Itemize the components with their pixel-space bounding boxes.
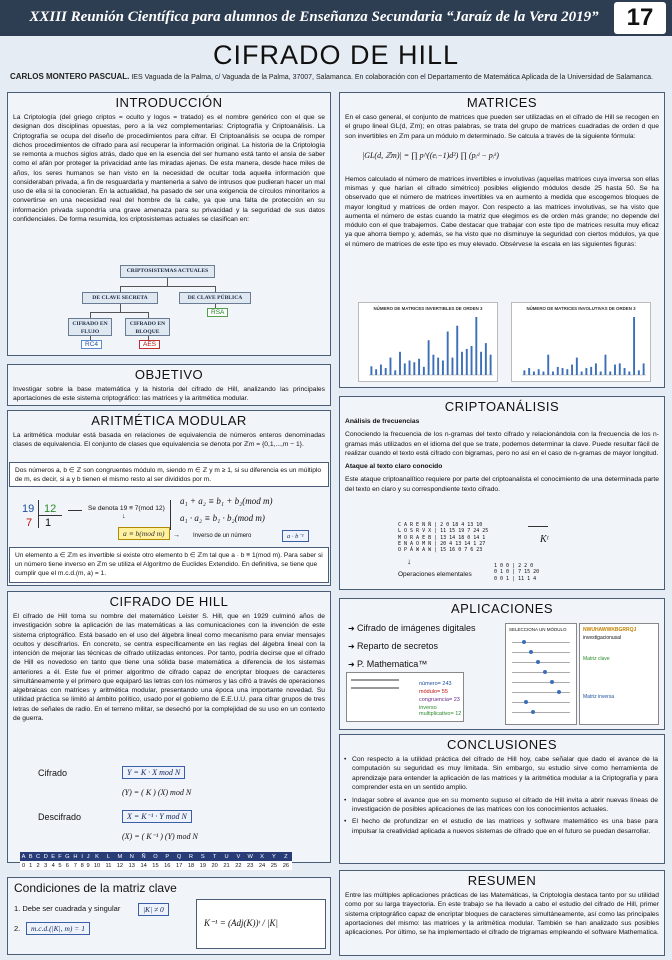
alphabet-letter: N <box>126 852 138 861</box>
alphabet-letter: Y <box>268 852 280 861</box>
chart-invertible-bar <box>409 361 411 376</box>
shot3-key-label: Matriz clave <box>583 656 610 662</box>
chart-invertible-bar <box>418 359 420 375</box>
slider-track <box>512 702 570 703</box>
slider-track <box>512 692 570 693</box>
alphabet-letter: M <box>114 852 126 861</box>
chart-invertible-bar <box>399 352 401 375</box>
chart-invertible-bar <box>442 361 444 376</box>
condition-2: 2. <box>14 924 21 933</box>
slider-track <box>512 652 570 653</box>
alphabet-number: 2 <box>34 861 42 870</box>
example-a: 19 <box>22 503 35 515</box>
alphabet-letter: Ñ <box>138 852 150 861</box>
alphabet-number: 18 <box>185 861 197 870</box>
inverse-box: a · b⁻¹ <box>282 530 309 542</box>
example-b: 12 <box>44 503 57 515</box>
poster-number: 17 <box>614 2 666 34</box>
kt-label: Kᵗ <box>540 534 549 545</box>
affiliation: IES Vaguada de la Palma, c/ Vaguada de la Palma, 37007, Salamanca. En colaboración con el Departamento de Matemática Aplicada de la Universidad de Salamanca. <box>129 74 653 81</box>
alphabet-number: 10 <box>91 861 103 870</box>
applications-title: APLICACIONES <box>450 601 554 616</box>
tree-root: CRIPTOSISTEMAS ACTUALES <box>120 265 215 278</box>
alphabet-number: 3 <box>42 861 50 870</box>
alphabet-letter: R <box>185 852 197 861</box>
alphabet-letter: A <box>21 853 26 860</box>
chart-involutive-bar <box>547 355 549 375</box>
alphabet-letter: C <box>36 853 41 860</box>
shot3-cipher: NWUHAWWKBGRRQJ <box>583 627 637 633</box>
condition-1-box: |K| ≠ 0 <box>138 903 169 916</box>
slider-track <box>512 642 570 643</box>
hill-title: CIFRADO DE HILL <box>109 594 229 609</box>
inverse-matrix-formula: K⁻¹ = (Adj(K))ᵗ / |K| <box>204 918 278 928</box>
application-item: ➜ Cifrado de imágenes digitales <box>348 623 656 633</box>
slider-track <box>512 682 570 683</box>
intro-title: INTRODUCCIÓN <box>115 95 223 110</box>
alphabet-letter: X <box>256 852 268 861</box>
chart-invertible-bar <box>380 365 382 375</box>
chart-involutive-bar <box>552 372 554 375</box>
alphabet-letter: V <box>232 852 244 861</box>
alphabet-number: 23 <box>244 861 256 870</box>
application-item: ➜ P. Mathematica™ <box>348 659 656 669</box>
congruence-box: a ≡ b(mod m) <box>118 527 170 540</box>
alphabet-number: 16 <box>161 861 173 870</box>
matrices-text-2: Hemos calculado el número de matrices invertibles e involutivas (aquellas matrices cuya inversa son ellas mismas y que harían el cifrado simétrico) posibles eligiendo módulos desde 25 hasta 50. Se ha observado que el número de matrices invertibles va en aumento a medida que escogemos bloques de mayor longitud y matrices de orden mayor. Con respecto a las matrices involutivas, se ha visto que aumenta el número de estas cuando la matriz que elegimos es de orden más grande; no depende del módulo con el que trabajemos. Cabe destacar que trabajar con este tipo de matrices resulta muy eficaz ya que ahorra tiempo y, además, se ha visto que no disminuye la seguridad con ciertos módulos, ya que el número de matrices de este tipo es muy elevado. Obsérvese la escala en las siguientes figuras: <box>345 175 659 248</box>
chart-invertible-bar <box>466 349 468 375</box>
conclusion-item: • Con respecto a la utilidad práctica del cifrado de Hill hoy, cabe señalar que dado el avance de la computación su seguridad es muy limitada. Sin embargo, su estudio sirve como herramienta de aprendizaje para entender la aplicación de las matrices y la aritmética modular a la Criptografía y para comprender esta en un sentido amplio. <box>352 755 658 793</box>
alphabet-number: 5 <box>58 862 62 869</box>
chart-involutive-bar <box>538 369 540 375</box>
condition-2-box: m.c.d.(|K|, m) = 1 <box>26 922 90 935</box>
app-screenshot-1 <box>346 672 464 722</box>
alphabet-number: 21 <box>221 861 233 870</box>
hill-text: El cifrado de Hill toma su nombre del matemático Leister S. Hill, que en 1929 culminó años de investigación sobre la aplicación de las matemáticas a las comunicaciones con la invención de este sistema criptográfico. Está basado en el uso del álgebra lineal como mecanismo para enviar mensajes ocultos y descifrarlos. En concreto, se centra específicamente en las reglas del álgebra lineal con la intención de mejorar las técnicas de cifrado utilizadas entonces. Por tanto, podría decirse que el cifrado de Hill es novedoso en tanto que tiene una sólida base matemática a diferencia de los sistemas anteriores a él. Este fue el primer algoritmo de cifrado capaz de encriptar bloques de caracteres simultáneamente y el primero que equiparó las letras con los números y las cifró a través de operaciones algebraicas con matrices y aritmética modular, presentando una época una importante novedad. Su utilidad práctica se limitó al ámbito político, usado por el gobierno de E.E.U.U. para cifrar grupos de tres letras de señales de radio. En el terreno militar, se desechó por la complejidad de su uso en un contexto de guerra. <box>13 613 325 722</box>
alphabet-letter: D <box>43 853 48 860</box>
alphabet-number: 19 <box>197 861 209 870</box>
cryptanalysis-title: CRIPTOANÁLISIS <box>444 399 560 414</box>
encrypt-label: Cifrado <box>38 768 68 778</box>
reduced-matrix: 1 0 0 | 2 2 0 0 1 0 | 7 15 20 0 0 1 | 11 1 4 <box>494 563 540 582</box>
chart-invertible-bar <box>461 352 463 375</box>
tree-stream-cipher: CIFRADO EN FLUJO <box>68 318 112 336</box>
alphabet-number: 24 <box>256 861 268 870</box>
slider-track <box>512 712 570 713</box>
tree-rsa: RSA <box>207 308 228 317</box>
chart-invertible-bar <box>428 340 430 375</box>
intro-section <box>7 92 331 356</box>
app-screenshot-2 <box>505 623 577 725</box>
summary-section <box>339 870 665 956</box>
chart-invertible-bar <box>432 355 434 375</box>
alphabet-letter: I <box>79 852 85 861</box>
summary-title: RESUMEN <box>467 873 537 888</box>
intro-text: La Criptología (del griego criptos = oculto y logos = tratado) es el nombre genérico con el que se designan dos disciplinas opuestas, pero a la vez complementarias: Criptografía y Criptoanálisis. La Criptografía se ocupa del diseño de procedimientos para cifrar. El Criptoanálisis se ocupa de romper dichos procedimientos de cifrado para así recuperar la información original. La historia de la Criptología se remonta a muchos siglos atrás, dado que en la esencia del ser humano está tanto el ansia de saber como el afán por proteger la privacidad ante las miradas ajenas. De esta manera, desde hace miles de años, los seres humanos se han visto en la necesidad de ocultar toda aquella información que consideraban privada, a fin de resguardarla y mantenerla a salvo de intrusos que pudieran hacer un mal uso de ella si la conocieran. En la actualidad, ha pasado de ser una exigencia de círculos minoritarios a convertirse en una necesidad real del hombre de la calle, ya que una falta de protección en su información privada supondría una grave amenaza para su privacidad y la seguridad de sus datos confidenciales. De forma resumida, los criptosistemas actuales se clasifican en: <box>13 114 325 223</box>
decrypt-formula: X = K⁻¹ · Y mod N <box>122 810 192 823</box>
alphabet-letter: K <box>91 852 103 861</box>
authors-line <box>10 72 665 81</box>
objective-text: Investigar sobre la base matemática y la historia del cifrado de Hill, analizando las principales aportaciones de este sistema criptográfico: las matrices y la aritmética modular. <box>13 386 325 403</box>
alphabet-number: 12 <box>114 861 126 870</box>
alphabet-number: 22 <box>232 861 244 870</box>
chart-involutive-bar <box>605 355 607 375</box>
cryptanalysis-text-1: Conociendo la frecuencia de los n-gramas del texto cifrado y relacionándola con la frecuencia de los n-gramas más utilizados en el idioma del que se trate, podemos determinar la clave. Puede resultar fácil de realizar cuando el texto está cifrado con bigramas, pero no así en el caso de n-gramas de mayor longitud. <box>345 431 659 457</box>
matrices-title: MATRICES <box>466 95 538 110</box>
slider-knob <box>536 660 540 664</box>
shot1-line: número= 243 <box>419 681 452 687</box>
shot2-title: SELECCIONA UN MÓDULO <box>509 627 567 632</box>
alphabet-row <box>20 852 292 861</box>
cryptanalysis-section <box>339 396 665 590</box>
chart-involutive-bar <box>595 363 597 375</box>
alphabet-number: 11 <box>103 861 114 870</box>
slider-track <box>512 672 570 673</box>
chart-involutive-bar <box>528 368 530 375</box>
alphabet-letter: B <box>28 853 33 860</box>
decrypt-matrix: (X) = ( K⁻¹ ) (Y) mod N <box>122 832 198 841</box>
chart-involutive-bar <box>643 363 645 375</box>
chart-invertible-bar <box>471 346 473 375</box>
chart-involutive-bar <box>638 370 640 375</box>
slider-knob <box>543 670 547 674</box>
number-row <box>20 861 292 870</box>
author-name: CARLOS MONTERO PASCUAL. <box>10 72 130 81</box>
objective-section <box>7 364 331 406</box>
alphabet-table <box>20 852 292 870</box>
chart-invertible <box>358 302 498 382</box>
conclusions-title: CONCLUSIONES <box>446 737 558 752</box>
slider-track <box>512 662 570 663</box>
alphabet-number: 1 <box>29 862 33 869</box>
alphabet-number: 14 <box>138 861 150 870</box>
slider-knob <box>524 700 528 704</box>
chart-invertible-bar <box>404 363 406 375</box>
chart-involutive-bar <box>581 372 583 375</box>
chart-involutive-bar <box>609 372 611 375</box>
congruence-definition: Dos números a, b ∈ ℤ son congruentes módulo m, siendo m ∈ ℤ y m ≥ 1, si su diferencia es un múltiplo de m, es decir, si a y b tienen el mismo resto al ser divididos por m. <box>9 462 329 487</box>
rule-sum: a₁ + a₂ ≡ b₁ + b₂(mod m) <box>180 496 273 506</box>
example-denote: Se denota 19 ≡ 7(mod 12) <box>88 505 165 512</box>
chart-involutive-bar <box>619 363 621 375</box>
inverse-label: Inverso de un número <box>193 533 252 539</box>
shot1-line: módulo= 55 <box>419 689 448 695</box>
known-plaintext-matrix: C A R E N Ñ | 2 0 18 4 13 10 L O S R V X | 11 15 19 7 24 25 M O R A E B | 13 14 18 0 14 1 E N A O M N | 20 4 13 14 1 27 O P Á W A W | 15 16 0 7 6 23 <box>398 522 489 553</box>
chart-involutive-bar <box>557 367 559 375</box>
alphabet-number: 4 <box>51 862 55 869</box>
slider-knob <box>522 640 526 644</box>
alphabet-letter: P <box>161 852 173 861</box>
summary-text: Entre las múltiples aplicaciones prácticas de las Matemáticas, la Criptología destaca tanto por su utilidad como por su larga trayectoria. En este trabajo se ha llevado a cabo el estudio del cifrado de Hill, primer sistema criptográfico capaz de encriptar bloques de caracteres simultáneamente, así como las principales aportaciones del mismo: las matrices y la aritmética modular. También se han analizado sus posibles aplicaciones. Por último, se ha implementado el cifrado de trigramas empleando el software Mathematica. <box>345 892 659 936</box>
alphabet-letter: T <box>209 852 221 861</box>
tree-rc4: RC4 <box>81 340 102 349</box>
chart-involutive-bar <box>600 372 602 375</box>
conclusions-list <box>340 753 664 841</box>
encrypt-matrix: (Y) = ( K ) (X) mod N <box>122 788 192 797</box>
chart-involutive-bar <box>628 372 630 375</box>
alphabet-letter: O <box>150 852 162 861</box>
chart-involutive <box>511 302 651 382</box>
slider-knob <box>531 710 535 714</box>
slider-knob <box>529 650 533 654</box>
chart-invertible-bar <box>370 366 372 375</box>
chart-invertible-svg <box>359 303 499 383</box>
app-screenshot-3 <box>579 623 659 725</box>
objective-title: OBJETIVO <box>134 367 204 382</box>
example-r1: 7 <box>26 517 33 529</box>
chart-invertible-bar <box>490 355 492 375</box>
alphabet-letter: Z <box>280 852 292 861</box>
encrypt-formula: Y = K · X mod N <box>122 766 185 779</box>
alphabet-number: 25 <box>268 861 280 870</box>
alphabet-letter: J <box>86 853 90 860</box>
alphabet-number: 9 <box>86 862 90 869</box>
rule-product: a₁ · a₂ ≡ b₁ · b₂(mod m) <box>180 513 265 523</box>
chart-involutive-bar <box>576 358 578 375</box>
alphabet-letter: H <box>73 853 78 860</box>
conclusions-section <box>339 734 665 864</box>
decrypt-label: Descifrado <box>38 812 82 822</box>
chart-involutive-title: NÚMERO DE MATRICES INVOLUTIVAS DE ORDEN 3 <box>526 306 636 311</box>
alphabet-number: 17 <box>173 861 185 870</box>
chart-invertible-bar <box>480 352 482 375</box>
alphabet-number: 20 <box>209 861 221 870</box>
alphabet-number: 15 <box>150 861 162 870</box>
chart-involutive-bar <box>562 368 564 375</box>
tree-aes: AES <box>139 340 160 349</box>
alphabet-letter: Q <box>173 852 185 861</box>
alphabet-letter: L <box>103 852 114 861</box>
invertible-definition: Un elemento a ∈ ℤm es invertible si existe otro elemento b ∈ ℤm tal que a · b ≡ 1(mod m). Para saber si un número tiene inverso en ℤm se utiliza el Algoritmo de Euclides Extendido. En definitiva, se tiene que cumplir que el m.c.d.(m, a) = 1. <box>9 547 329 583</box>
banner-title: XXIII Reunión Científica para alumnos de Enseñanza Secundaria “Jaraíz de la Vera 2019” <box>29 9 599 25</box>
modular-text: La aritmética modular está basada en relaciones de equivalencia de números enteros denominadas clases de equivalencia. El conjunto de clases que equivalencia se denota por ℤm = {0,1,...,m − 1}. <box>13 432 325 449</box>
chart-involutive-bar <box>543 372 545 375</box>
alphabet-letter: F <box>58 853 62 860</box>
chart-involutive-bar <box>533 372 535 375</box>
elementary-ops-label: Operaciones elementales <box>398 571 472 578</box>
cryptanalysis-sub-2: Ataque al texto claro conocido <box>345 463 443 470</box>
shot1-line: inverso multiplicativo= 12 <box>419 705 462 717</box>
example-r2: 1 <box>45 517 52 529</box>
chart-invertible-bar <box>375 369 377 375</box>
header-banner <box>0 0 672 36</box>
tree-block-cipher: CIFRADO EN BLOQUE <box>125 318 170 336</box>
alphabet-letter: U <box>221 852 233 861</box>
alphabet-number: 7 <box>72 861 80 870</box>
conditions-title: Condiciones de la matriz clave <box>14 881 177 895</box>
alphabet-number: 13 <box>126 861 138 870</box>
condition-1: 1. Debe ser cuadrada y singular <box>14 904 121 913</box>
tree-secret-key: DE CLAVE SECRETA <box>82 292 158 304</box>
chart-invertible-bar <box>394 370 396 375</box>
chart-invertible-bar <box>485 343 487 375</box>
alphabet-letter: W <box>244 852 256 861</box>
alphabet-number: 26 <box>280 861 292 870</box>
chart-involutive-bar <box>571 365 573 375</box>
chart-involutive-bar <box>614 365 616 375</box>
chart-invertible-bar <box>423 367 425 375</box>
chart-involutive-svg <box>512 303 652 383</box>
chart-involutive-bar <box>633 317 635 375</box>
alphabet-number: 0 <box>21 862 26 869</box>
conclusion-item: • El hecho de profundizar en el estudio de las matrices y software matemático es una base para impulsar la creatividad aplicada a nuevos sistemas de cifrado que en el futuro se puedan desarrollar. <box>352 817 658 836</box>
chart-invertible-bar <box>437 358 439 375</box>
tree-public-key: DE CLAVE PÚBLICA <box>179 292 251 304</box>
alphabet-letter: S <box>197 852 209 861</box>
chart-involutive-bar <box>585 368 587 375</box>
shot3-inverse-label: Matriz inversa <box>583 694 615 700</box>
chart-invertible-bar <box>413 362 415 375</box>
alphabet-letter: E <box>51 853 56 860</box>
chart-invertible-bar <box>475 317 477 375</box>
alphabet-number: 8 <box>80 862 84 869</box>
cryptanalysis-sub-1: Análisis de frecuencias <box>345 418 420 425</box>
chart-invertible-title: NÚMERO DE MATRICES INVERTIBLES DE ORDEN 3 <box>373 306 483 311</box>
chart-involutive-bar <box>624 368 626 375</box>
chart-involutive-bar <box>566 369 568 375</box>
chart-involutive-bar <box>590 367 592 375</box>
shot3-plain: investigacionusal <box>583 635 622 641</box>
chart-invertible-bar <box>456 326 458 375</box>
modular-title: ARITMÉTICA MODULAR <box>91 413 247 428</box>
conclusion-item: • Indagar sobre el avance que en su momento supuso el cifrado de Hill invita a abrir nuevas líneas de investigación de posibles aplicaciones de las matrices con los conocimientos actuales. <box>352 796 658 815</box>
chart-invertible-bar <box>447 332 449 376</box>
matrices-text-1: En el caso general, el conjunto de matrices que pueden ser utilizadas en el cifrado de Hill se recogen en el grupo lineal GL(d, ℤm); en otras palabras, se trata del grupo de matrices cuadradas de orden d que son invertibles en ℤm para un módulo m determinado. Se calcula a través de la siguiente fórmula: <box>345 114 659 140</box>
slider-knob <box>550 680 554 684</box>
cryptanalysis-text-2: Este ataque criptoanalítico requiere por parte del criptoanalista el conocimiento de una determinada parte del texto en claro y su correspondiente texto cifrado. <box>345 476 659 493</box>
application-item: ➜ Reparto de secretos <box>348 641 656 651</box>
alphabet-letter: G <box>65 853 70 860</box>
chart-invertible-bar <box>452 358 454 375</box>
chart-invertible-bar <box>385 368 387 375</box>
gl-formula: |GL(d, ℤm)| = ∏ p^((eᵢ−1)d²) ∏ (pᵢᵈ − pᵢᵏ) <box>362 150 499 160</box>
alphabet-number: 6 <box>63 861 71 870</box>
chart-involutive-bar <box>523 370 525 375</box>
slider-knob <box>557 690 561 694</box>
page-title: CIFRADO DE HILL <box>212 40 460 70</box>
chart-invertible-bar <box>390 358 392 375</box>
shot1-line: congruencia= 23 <box>419 697 460 703</box>
